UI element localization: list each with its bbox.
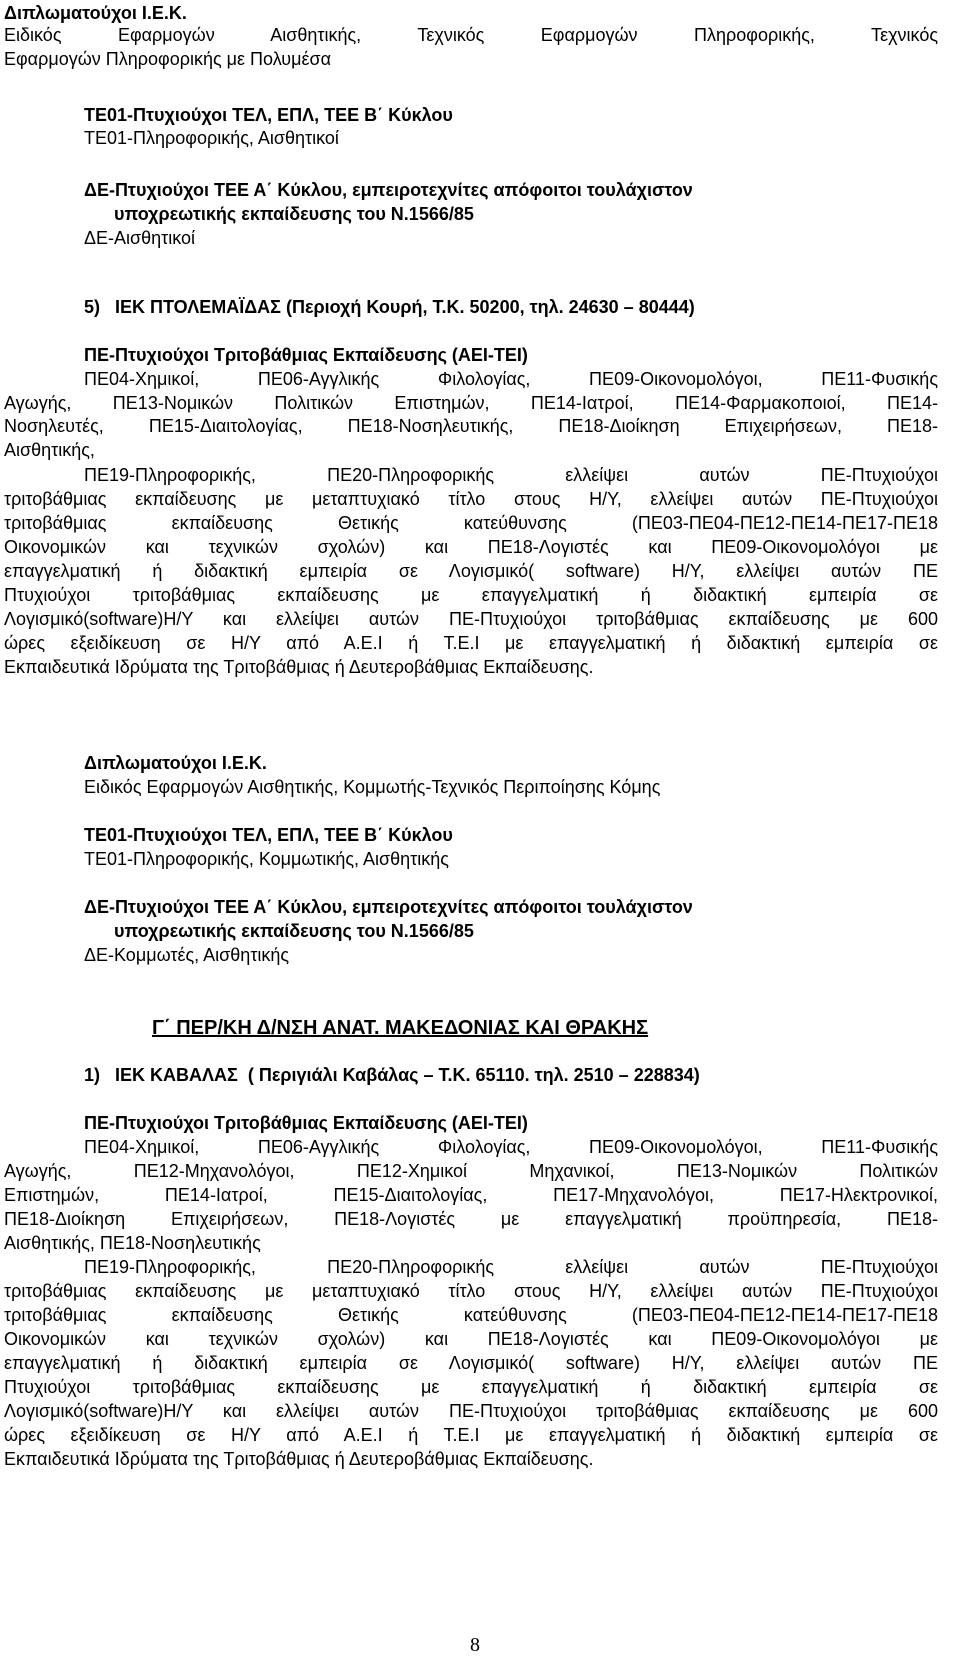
de-title-cont: υποχρεωτικής εκπαίδευσης του Ν.1566/85 xyxy=(114,204,474,224)
pe-specs-line: Πτυχιούχοι τριτοβάθμιας εκπαίδευσης με επαγγελματική ή διδακτική εμπειρία σε xyxy=(4,585,938,605)
pe-specs-line: Πτυχιούχοι τριτοβάθμιας εκπαίδευσης με επαγγελματική ή διδακτική εμπειρία σε xyxy=(4,1377,938,1397)
region-heading: Γ΄ ΠΕΡ/ΚΗ Δ/ΝΣΗ ΑΝΑΤ. ΜΑΚΕΔΟΝΙΑΣ ΚΑΙ ΘΡΑΚΗΣ xyxy=(152,1017,649,1039)
pe-specs-line: τριτοβάθμιας εκπαίδευσης Θετικής κατεύθυνσης (ΠΕ03-ΠΕ04-ΠΕ12-ΠΕ14-ΠΕ17-ΠΕ18 xyxy=(4,1305,938,1325)
pe-specs-line: ΠΕ04-Χημικοί, ΠΕ06-Αγγλικής Φιλολογίας, ΠΕ09-Οικονομολόγοι, ΠΕ11-Φυσικής xyxy=(84,1137,938,1157)
pe-specs-line: ώρες εξειδίκευση σε Η/Υ από Α.Ε.Ι ή Τ.Ε.Ι με επαγγελματική ή διδακτική εμπειρία σε xyxy=(4,1425,938,1445)
te-title: ΤΕ01-Πτυχιούχοι ΤΕΛ, ΕΠΛ, ΤΕΕ Β΄ Κύκλου xyxy=(84,105,453,125)
pe-specs-line: επαγγελματική ή διδακτική εμπειρία σε Λογισμικό( software) Η/Υ, ελλείψει αυτών ΠΕ xyxy=(4,561,938,581)
pe-title: ΠΕ-Πτυχιούχοι Τριτοβάθμιας Εκπαίδευσης (ΑΕΙ-ΤΕΙ) xyxy=(84,1113,528,1133)
diploma-specs: Εφαρμογών Πληροφορικής με Πολυμέσα xyxy=(4,49,332,69)
pe-specs-line: τριτοβάθμιας εκπαίδευσης με μεταπτυχιακό τίτλο στους Η/Υ, ελλείψει αυτών ΠΕ-Πτυχιούχοι xyxy=(4,489,938,509)
pe-specs-line: Νοσηλευτές, ΠΕ15-Διαιτολογίας, ΠΕ18-Νοσηλευτικής, ΠΕ18-Διοίκηση Επιχειρήσεων, ΠΕ18- xyxy=(4,416,938,436)
te-specs: ΤΕ01-Πληροφορικής, Κομμωτικής, Αισθητικής xyxy=(84,849,449,869)
pe-specs-line: Επιστημών, ΠΕ14-Ιατροί, ΠΕ15-Διαιτολογίας, ΠΕ17-Μηχανολόγοι, ΠΕ17-Ηλεκτρονικοί, xyxy=(4,1185,938,1205)
iek-heading: 5) ΙΕΚ ΠΤΟΛΕΜΑΪΔΑΣ (Περιοχή Κουρή, Τ.Κ. 50200, τηλ. 24630 – 80444) xyxy=(84,297,695,317)
pe-specs-line: τριτοβάθμιας εκπαίδευσης Θετικής κατεύθυνσης (ΠΕ03-ΠΕ04-ΠΕ12-ΠΕ14-ΠΕ17-ΠΕ18 xyxy=(4,513,938,533)
diploma-title: Διπλωματούχοι Ι.Ε.Κ. xyxy=(84,753,267,773)
pe-specs-line: Αισθητικής, ΠΕ18-Νοσηλευτικής xyxy=(4,1233,261,1253)
pe-specs-line: Οικονομικών και τεχνικών σχολών) και ΠΕ18-Λογιστές και ΠΕ09-Οικονομολόγοι με xyxy=(4,1329,938,1349)
page-number: 8 xyxy=(470,1634,480,1656)
diploma-specs: Ειδικός Εφαρμογών Αισθητικής, Κομμωτής-Τεχνικός Περιποίησης Κόμης xyxy=(84,777,661,797)
pe-specs-line: Εκπαιδευτικά Ιδρύματα της Τριτοβάθμιας ή Δευτεροβάθμιας Εκπαίδευσης. xyxy=(4,657,594,677)
de-title-cont: υποχρεωτικής εκπαίδευσης του Ν.1566/85 xyxy=(114,921,474,941)
pe-title: ΠΕ-Πτυχιούχοι Τριτοβάθμιας Εκπαίδευσης (ΑΕΙ-ΤΕΙ) xyxy=(84,345,528,365)
de-title: ΔΕ-Πτυχιούχοι ΤΕΕ Α΄ Κύκλου, εμπειροτεχνίτες απόφοιτοι τουλάχιστον xyxy=(84,897,693,917)
iek-heading: 1) ΙΕΚ ΚΑΒΑΛΑΣ ( Περιγιάλι Καβάλας – Τ.Κ. 65110. τηλ. 2510 – 228834) xyxy=(84,1065,700,1085)
diploma-specs: Ειδικός Εφαρμογών Αισθητικής, Τεχνικός Εφαρμογών Πληροφορικής, Τεχνικός xyxy=(4,25,938,45)
te-specs: ΤΕ01-Πληροφορικής, Αισθητικοί xyxy=(84,128,339,148)
de-title: ΔΕ-Πτυχιούχοι ΤΕΕ Α΄ Κύκλου, εμπειροτεχνίτες απόφοιτοι τουλάχιστον xyxy=(84,180,693,200)
pe-specs-line: ΠΕ19-Πληροφορικής, ΠΕ20-Πληροφορικής ελλείψει αυτών ΠΕ-Πτυχιούχοι xyxy=(84,1257,938,1277)
de-specs: ΔΕ-Αισθητικοί xyxy=(84,228,196,248)
pe-specs-line: ΠΕ18-Διοίκηση Επιχειρήσεων, ΠΕ18-Λογιστές με επαγγελματική προϋπηρεσία, ΠΕ18- xyxy=(4,1209,938,1229)
pe-specs-line: Αισθητικής, xyxy=(4,440,95,460)
te-title: ΤΕ01-Πτυχιούχοι ΤΕΛ, ΕΠΛ, ΤΕΕ Β΄ Κύκλου xyxy=(84,825,453,845)
pe-specs-line: τριτοβάθμιας εκπαίδευσης με μεταπτυχιακό τίτλο στους Η/Υ, ελλείψει αυτών ΠΕ-Πτυχιούχοι xyxy=(4,1281,938,1301)
pe-specs-line: Αγωγής, ΠΕ13-Νομικών Πολιτικών Επιστημών, ΠΕ14-Ιατροί, ΠΕ14-Φαρμακοποιοί, ΠΕ14- xyxy=(4,393,938,413)
pe-specs-line: ΠΕ04-Χημικοί, ΠΕ06-Αγγλικής Φιλολογίας, ΠΕ09-Οικονομολόγοι, ΠΕ11-Φυσικής xyxy=(84,369,938,389)
pe-specs-line: Εκπαιδευτικά Ιδρύματα της Τριτοβάθμιας ή Δευτεροβάθμιας Εκπαίδευσης. xyxy=(4,1449,594,1469)
diploma-title: Διπλωματούχοι Ι.Ε.Κ. xyxy=(4,3,187,23)
pe-specs-line: επαγγελματική ή διδακτική εμπειρία σε Λογισμικό( software) Η/Υ, ελλείψει αυτών ΠΕ xyxy=(4,1353,938,1373)
pe-specs-line: Λογισμικό(software)Η/Υ και ελλείψει αυτών ΠΕ-Πτυχιούχοι τριτοβάθμιας εκπαίδευσης με 600 xyxy=(4,1401,938,1421)
de-specs: ΔΕ-Κομμωτές, Αισθητικής xyxy=(84,945,290,965)
pe-specs-line: ώρες εξειδίκευση σε Η/Υ από Α.Ε.Ι ή Τ.Ε.Ι με επαγγελματική ή διδακτική εμπειρία σε xyxy=(4,633,938,653)
pe-specs-line: Οικονομικών και τεχνικών σχολών) και ΠΕ18-Λογιστές και ΠΕ09-Οικονομολόγοι με xyxy=(4,537,938,557)
pe-specs-line: Αγωγής, ΠΕ12-Μηχανολόγοι, ΠΕ12-Χημικοί Μηχανικοί, ΠΕ13-Νομικών Πολιτικών xyxy=(4,1161,938,1181)
pe-specs-line: ΠΕ19-Πληροφορικής, ΠΕ20-Πληροφορικής ελλείψει αυτών ΠΕ-Πτυχιούχοι xyxy=(84,465,938,485)
pe-specs-line: Λογισμικό(software)Η/Υ και ελλείψει αυτών ΠΕ-Πτυχιούχοι τριτοβάθμιας εκπαίδευσης με 600 xyxy=(4,609,938,629)
